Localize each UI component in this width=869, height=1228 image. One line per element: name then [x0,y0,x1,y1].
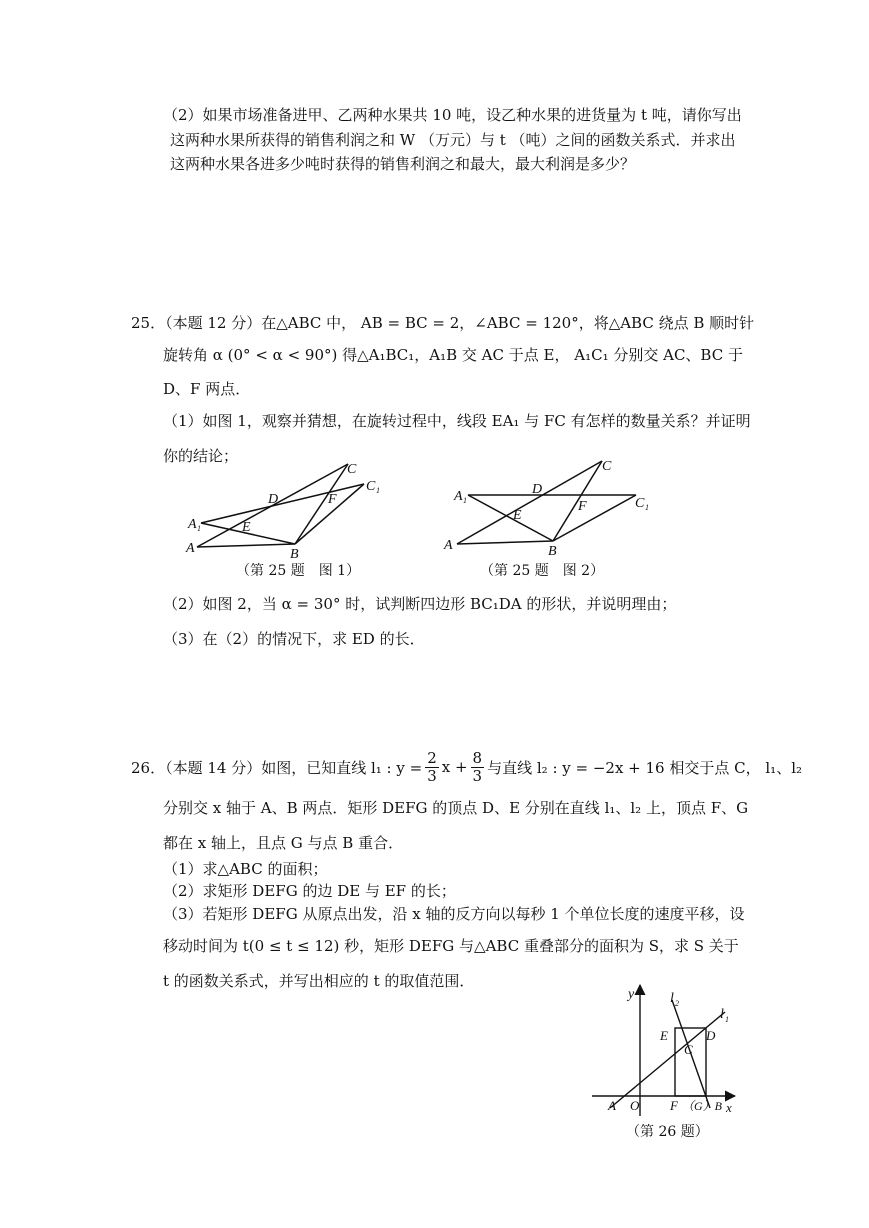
q26-label-a: A [608,1098,616,1113]
q26-part3-line2: 移动时间为 t(0 ≤ t ≤ 12) 秒，矩形 DEFG 与△ABC 重叠部分的面积为 S，求 S 关于 [163,937,739,955]
q26-label-gb: （G）B [682,1099,722,1113]
fig2-label-c: C [602,459,612,474]
fig2-label-f: F [578,499,587,514]
fig2-label-e: E [513,508,522,523]
q25-part3: （3）在（2）的情况下，求 ED 的长． [163,630,425,648]
q26-label-d: D [706,1028,716,1043]
q26-line-l1 [610,1012,725,1108]
fig1-label-c1-sub: 1 [376,486,380,495]
fig2-label-d: D [532,482,543,497]
q26-line1-b: x + [441,758,468,776]
fig2-segment-a1b [468,495,553,541]
q26-label-y: y [628,987,635,1002]
q26-rectangle-defg [675,1028,706,1096]
q25-figure-2 [440,455,660,565]
fig1-segment-ab [197,544,295,547]
fig1-label-a1-sub: 1 [197,524,201,533]
q25-figure-1 [180,455,400,565]
q26-fraction-1-den: 3 [427,766,437,785]
fig1-label-f: F [328,492,337,507]
q26-label-l2: l [670,991,674,1006]
fig1-label-e: E [242,520,251,535]
q26-fraction-2-den: 3 [472,766,483,785]
fig2-label-c1-sub: 1 [645,503,649,512]
fig2-label-a1-sub: 1 [463,496,467,505]
q25-figure-2-caption: （第 25 题 图 2） [480,563,605,579]
q25-part1-line1: （1）如图 1，观察并猜想，在旋转过程中，线段 EA₁ 与 FC 有怎样的数量关系？并证明 [163,412,751,430]
q26-label-x: x [726,1100,732,1115]
q25-line2: 旋转角 α (0° < α < 90°) 得△A₁BC₁，A₁B 交 AC 于点 E， A₁C₁ 分别交 AC、BC 于 [163,346,743,364]
q25-figure-1-caption: （第 25 题 图 1） [236,563,361,579]
q25-part2: （2）如图 2，当 α = 30° 时，试判断四边形 BC₁DA 的形状，并说明理由； [163,595,677,613]
q26-part2: （2）求矩形 DEFG 的边 DE 与 EF 的长； [163,882,456,900]
q26-label-l1: l [720,1007,724,1022]
fig2-label-a: A [444,538,453,553]
q24-part2-line3: 这两种水果各进多少吨时获得的销售利润之和最大，最大利润是多少？ [170,155,636,173]
q26-label-l2-sub: 2 [675,999,679,1008]
q26-figure-caption: （第 26 题） [626,1124,709,1140]
q24-part2-line1: （2）如果市场准备进甲、乙两种水果共 10 吨，设乙种水果的进货量为 t 吨，请你写出 [163,106,742,124]
fig1-label-a: A [186,541,195,556]
fig2-label-c1: C [635,496,645,511]
q26-line2: 分别交 x 轴于 A、B 两点．矩形 DEFG 的顶点 D、E 分别在直线 l₁、l₂ 上，顶点 F、G [163,799,749,817]
fig1-segment-a1c1 [201,484,364,523]
q25-line1: 25．（本题 12 分）在△ABC 中， AB = BC = 2，∠ABC = 120°，将△ABC 绕点 B 顺时针 [131,314,755,332]
q26-part1: （1）求△ABC 的面积； [163,860,328,878]
q26-label-l1-sub: 1 [725,1015,729,1024]
fig2-label-a1: A [454,489,463,504]
q26-label-c: C [684,1042,693,1057]
q26-fraction-2 [471,750,485,785]
q25-part1-line2: 你的结论； [163,447,239,465]
q26-label-o: O [630,1098,640,1113]
fig2-segment-bc1 [553,495,636,541]
fig1-label-c1: C [366,479,376,494]
q26-label-f: F [670,1098,678,1113]
q26-figure [590,980,750,1120]
q26-label-e: E [660,1028,668,1043]
q26-part3-line3: t 的函数关系式，并写出相应的 t 的取值范围． [163,972,475,990]
q25-line3: D、F 两点． [163,380,251,398]
fig2-segment-ab [457,541,553,544]
fig1-label-b: B [290,547,299,562]
q24-part2-line2: 这两种水果所获得的销售利润之和 W （万元）与 t （吨）之间的函数关系式．并求出 [170,131,736,149]
q26-part3-line1: （3）若矩形 DEFG 从原点出发，沿 x 轴的反方向以每秒 1 个单位长度的速度平移，设 [163,905,745,923]
fig1-label-c: C [347,462,357,477]
q26-line3: 都在 x 轴上，且点 G 与点 B 重合． [163,834,404,852]
q26-line1-c: 与直线 l₂ : y = −2x + 16 相交于点 C， l₁、l₂ [487,758,803,777]
fig1-label-d: D [268,492,279,507]
q26-line1 [131,745,802,789]
q26-fraction-1 [425,750,439,785]
q26-line1-a: 26．（本题 14 分）如图，已知直线 l₁ : y = [131,758,423,777]
fig1-label-a1: A [188,517,197,532]
q26-fraction-1-num: 2 [427,748,437,767]
fig2-label-b: B [548,544,557,559]
q26-fraction-2-num: 8 [472,748,483,767]
